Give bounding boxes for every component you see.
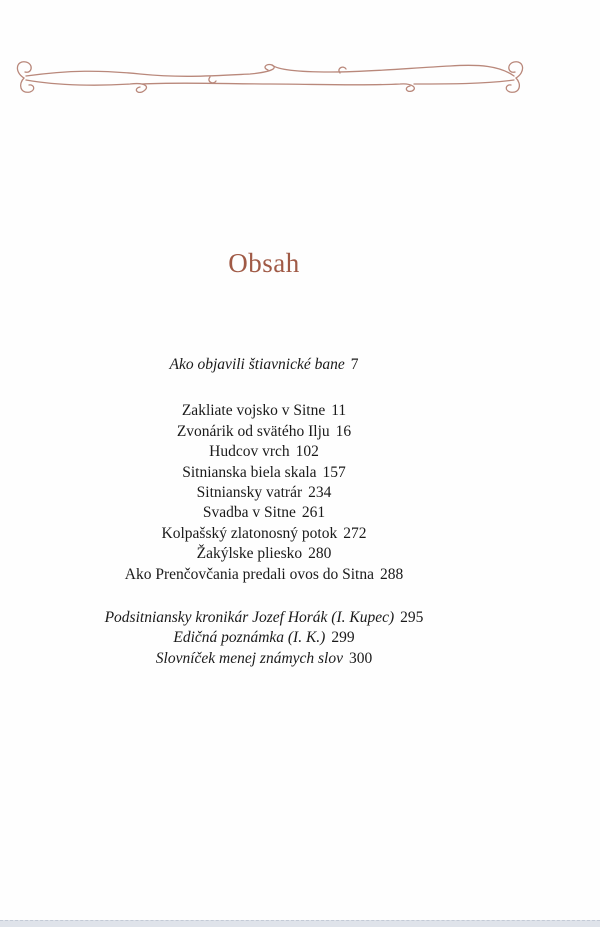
toc-entry-page-number: 11	[331, 402, 347, 420]
toc-entry	[0, 524, 528, 544]
toc-entry-title: Edičná poznámka (I. K.)	[173, 629, 326, 647]
toc-entry-page-number: 102	[295, 443, 319, 461]
toc-entry	[0, 483, 528, 503]
toc-entry-page-number: 280	[308, 545, 332, 563]
toc-entry-title: Svadba v Sitne	[202, 504, 296, 522]
toc-entry-page-number: 261	[301, 504, 326, 522]
toc-entry	[0, 608, 528, 628]
toc-group-appendix	[0, 608, 528, 669]
toc-entry	[0, 463, 528, 483]
toc-entry-title: Žakýlske pliesko	[196, 545, 303, 563]
toc-entry-title: Ako objavili štiavnické bane	[169, 356, 345, 373]
table-of-contents	[0, 355, 528, 669]
toc-group-main	[0, 401, 528, 585]
toc-entry	[0, 355, 528, 375]
toc-entry-title: Zvonárik od svätého Ilju	[176, 422, 330, 440]
page-title: Obsah	[228, 248, 300, 278]
toc-entry-page-number: 157	[322, 463, 346, 481]
toc-entry-title: Podsitniansky kronikár Jozef Horák (I. Kupec)	[104, 609, 395, 627]
toc-group-intro	[0, 355, 528, 375]
toc-entry	[0, 503, 528, 523]
toc-entry-title: Zakliate vojsko v Sitne	[181, 402, 326, 420]
toc-entry	[0, 401, 528, 421]
toc-entry	[0, 544, 528, 564]
toc-entry-page-number: 272	[343, 524, 367, 542]
toc-entry-title: Sitniansky vatrár	[196, 484, 303, 502]
toc-entry-page-number: 16	[335, 422, 352, 440]
toc-entry-page-number: 300	[348, 649, 373, 667]
toc-entry-title: Ako Prenčovčania predali ovos do Sitna	[124, 565, 374, 583]
toc-entry	[0, 422, 528, 442]
toc-entry	[0, 628, 528, 648]
toc-entry-title: Sitnianska biela skala	[182, 463, 317, 481]
toc-entry-title: Slovníček menej známych slov	[155, 649, 343, 667]
toc-entry-page-number: 234	[308, 484, 332, 502]
scroll-flourish-ornament-icon	[10, 52, 530, 102]
toc-entry-page-number: 288	[379, 565, 404, 583]
toc-entry	[0, 649, 528, 669]
toc-entry	[0, 442, 528, 462]
toc-entry-title: Kolpašský zlatonosný potok	[161, 524, 338, 542]
toc-entry	[0, 565, 528, 585]
toc-entry-page-number: 7	[350, 356, 359, 373]
toc-entry-page-number: 295	[400, 609, 424, 627]
toc-entry-page-number: 299	[331, 629, 355, 647]
toc-entry-title: Hudcov vrch	[209, 443, 290, 461]
page-bottom-edge	[0, 920, 600, 927]
